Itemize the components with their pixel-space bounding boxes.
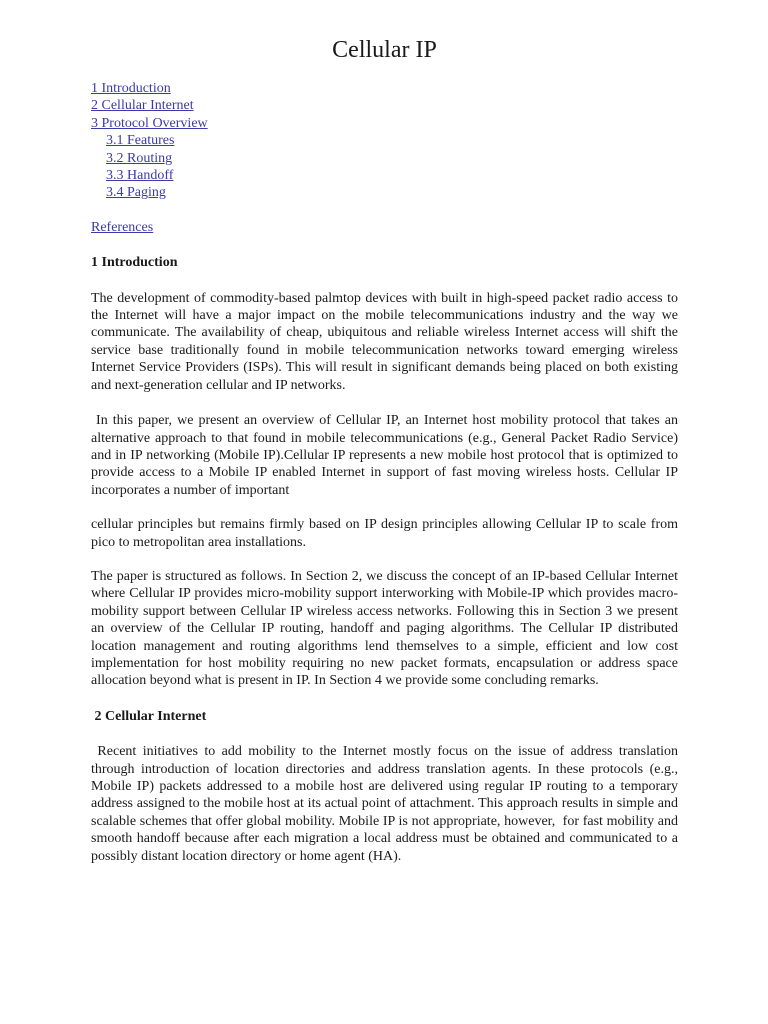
toc-link-handoff[interactable]: 3.3 Handoff [106,168,174,184]
references-link-container [91,219,678,236]
table-of-contents [91,80,678,202]
paragraph: cellular principles but remains firmly based on IP design principles allowing Cellular IP to scale from pico to metropolitan area installations. [91,517,678,550]
document-title: Cellular IP [332,37,437,63]
section-heading-cellular-internet: 2 Cellular Internet [91,708,207,724]
toc-link-features[interactable]: 3.1 Features [106,133,175,149]
document-page [91,0,682,865]
section-heading-introduction: 1 Introduction [91,255,178,271]
paragraph: In this paper, we present an overview of Cellular IP, an Internet host mobility protocol that takes an alternative approach to that found in mobile telecommunications (e.g., General Packet Radio Service) and in IP networking (Mobile IP).Cellular IP represents a new mobile host protocol that is optimized to provide access to a Mobile IP enabled Internet in support of fast moving wireless hosts. Cellular IP incorporates a number of important [91,413,682,498]
toc-link-protocol-overview[interactable]: 3 Protocol Overview [91,115,208,131]
references-link[interactable]: References [91,219,154,235]
toc-link-routing[interactable]: 3.2 Routing [106,150,173,166]
paragraph: Recent initiatives to add mobility to the Internet mostly focus on the issue of address translation through introduction of location directories and address translation agents. In these protocols (e.g., Mobile IP) packets addressed to a mobile host are delivered using regular IP routing to a temporary address assigned to the mobile host at its actual point of attachment. This approach results in simple and scalable schemes that offer global mobility. Mobile IP is not appropriate, however, for fast mobility and smooth handoff because after each migration a local address must be obtained and communicated to a possibly distant location directory or home agent (HA). [91,744,682,864]
toc-link-cellular-internet[interactable]: 2 Cellular Internet [91,98,194,114]
toc-link-paging[interactable]: 3.4 Paging [106,185,166,201]
paragraph: The development of commodity-based palmtop devices with built in high-speed packet radio access to the Internet will have a major impact on the mobile telecommunications industry and the way we communicate. The availability of cheap, ubiquitous and reliable wireless Internet access will shift the service base traditionally found in mobile telecommunication networks toward emerging wireless Internet Service Providers (ISPs). This will result in significant demands being placed on both existing and next-generation cellular and IP networks. [91,290,678,393]
toc-link-introduction[interactable]: 1 Introduction [91,81,171,96]
paragraph: The paper is structured as follows. In Section 2, we discuss the concept of an IP-based Cellular Internet where Cellular IP provides micro-mobility support interworking with Mobile-IP which provides macro-mobility support between Cellular IP wireless access networks. Following this in Section 3 we present an overview of the Cellular IP routing, handoff and paging algorithms. The Cellular IP distributed location management and routing algorithms lend themselves to a simple, efficient and low cost implementation for host mobility requiring no new packet formats, encapsulation or address space allocation beyond what is present in IP. In Section 4 we provide some concluding remarks. [91,568,678,689]
